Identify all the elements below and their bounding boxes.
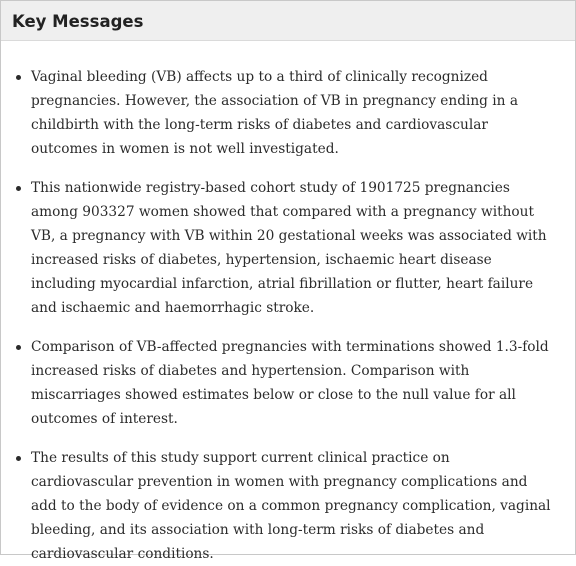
panel-header: [1, 1, 575, 41]
bullet-icon: [16, 345, 21, 350]
list-item: [31, 65, 555, 161]
key-messages-list: [1, 41, 575, 566]
message-text: Comparison of VB-affected pregnancies with terminations showed 1.3-fold increased risks of diabetes and hypertension. Comparison with miscarriages showed estimates below or close to the null value for all outcomes of interest.: [31, 338, 549, 428]
message-text: Vaginal bleeding (VB) affects up to a third of clinically recognized pregnancies. However, the association of VB in pregnancy ending in a childbirth with the long-term risks of diabetes and cardiovascular outcomes in women is not well investigated.: [31, 69, 518, 158]
list-item: [31, 176, 555, 321]
bullet-icon: [16, 186, 21, 191]
list-item: [31, 446, 555, 566]
bullet-icon: [16, 75, 21, 80]
bullet-icon: [16, 456, 21, 461]
message-text: This nationwide registry-based cohort study of 1901725 pregnancies among 903327 women showed that compared with a pregnancy without VB, a pregnancy with VB within 20 gestational weeks was associated with increased risks of diabetes, hypertension, ischaemic heart disease including myocardial infarction, atrial fibrillation or flutter, heart failure and ischaemic and haemorrhagic stroke.: [31, 179, 547, 317]
section-title: Key Messages: [12, 12, 144, 31]
list-item: [31, 335, 555, 431]
message-text: The results of this study support current clinical practice on cardiovascular prevention in women with pregnancy complications and add to the body of evidence on a common pregnancy complication, vaginal bleeding, and its association with long-term risks of diabetes and cardiovascular conditions.: [31, 449, 551, 563]
